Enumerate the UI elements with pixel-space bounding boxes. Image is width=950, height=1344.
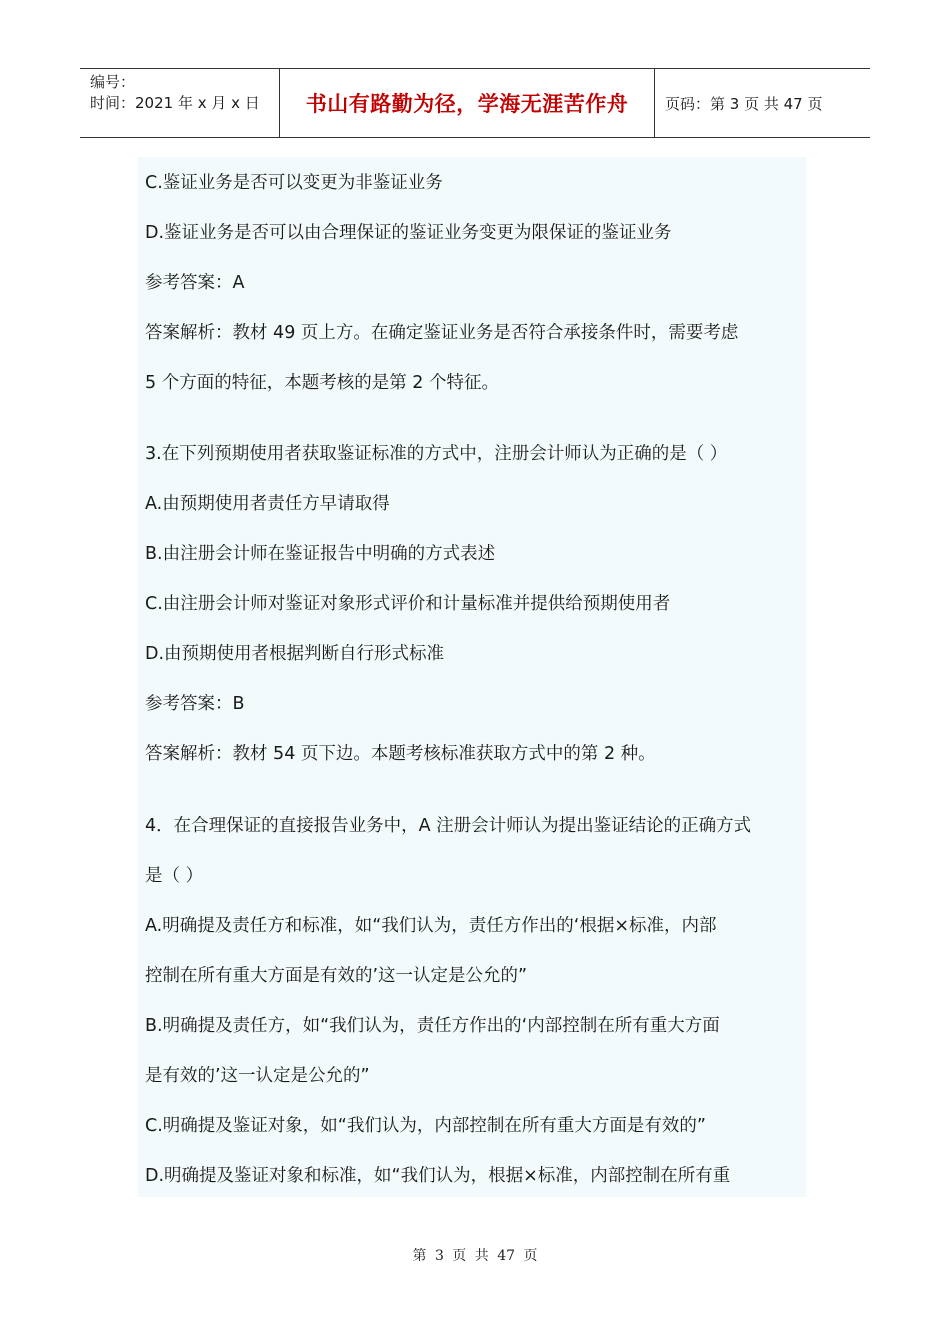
text-line: A.由预期使用者责任方早请取得 [145, 494, 390, 514]
page-footer: 第 3 页 共 47 页 [412, 1248, 538, 1264]
text-line: 4．在合理保证的直接报告业务中，A 注册会计师认为提出鉴证结论的正确方式 [145, 816, 752, 836]
header-meta [80, 69, 280, 137]
text-line: A.明确提及责任方和标准，如“我们认为，责任方作出的‘根据×标准，内部 [145, 916, 717, 936]
text-line: D.由预期使用者根据判断自行形式标准 [145, 644, 445, 664]
text-line: D.明确提及鉴证对象和标准，如“我们认为，根据×标准，内部控制在所有重 [145, 1166, 731, 1186]
text-line: 控制在所有重大方面是有效的’这一认定是公允的” [145, 966, 528, 986]
text-line: 答案解析：教材 49 页上方。在确定鉴证业务是否符合承接条件时，需要考虑 [145, 323, 739, 343]
text-line: 参考答案：B [145, 694, 245, 714]
text-line: 答案解析：教材 54 页下边。本题考核标准获取方式中的第 2 种。 [145, 744, 656, 764]
text-line: B.明确提及责任方，如“我们认为，责任方作出的‘内部控制在所有重大方面 [145, 1016, 720, 1036]
page-header [80, 68, 870, 138]
header-motto: 书山有路勤为径，学海无涯苦作舟 [280, 69, 655, 137]
text-line: B.由注册会计师在鉴证报告中明确的方式表述 [145, 544, 496, 564]
text-line: C.明确提及鉴证对象，如“我们认为，内部控制在所有重大方面是有效的” [145, 1116, 706, 1136]
text-line: 是（ ） [145, 866, 204, 886]
text-line: 是有效的’这一认定是公允的” [145, 1066, 370, 1086]
text-line: D.鉴证业务是否可以由合理保证的鉴证业务变更为限保证的鉴证业务 [145, 223, 672, 243]
text-line: C.鉴证业务是否可以变更为非鉴证业务 [145, 173, 443, 193]
document-body [138, 157, 806, 1197]
header-page-info: 页码：第 3 页 共 47 页 [665, 94, 823, 113]
text-line: 5 个方面的特征，本题考核的是第 2 个特征。 [145, 373, 499, 393]
text-line: C.由注册会计师对鉴证对象形式评价和计量标准并提供给预期使用者 [145, 594, 671, 614]
document-date: 时间：2021 年 x 月 x 日 [90, 94, 260, 112]
document-number-label: 编号： [90, 73, 136, 91]
text-line: 3.在下列预期使用者获取鉴证标准的方式中，注册会计师认为正确的是（ ） [145, 444, 728, 464]
text-line: 参考答案：A [145, 273, 245, 293]
